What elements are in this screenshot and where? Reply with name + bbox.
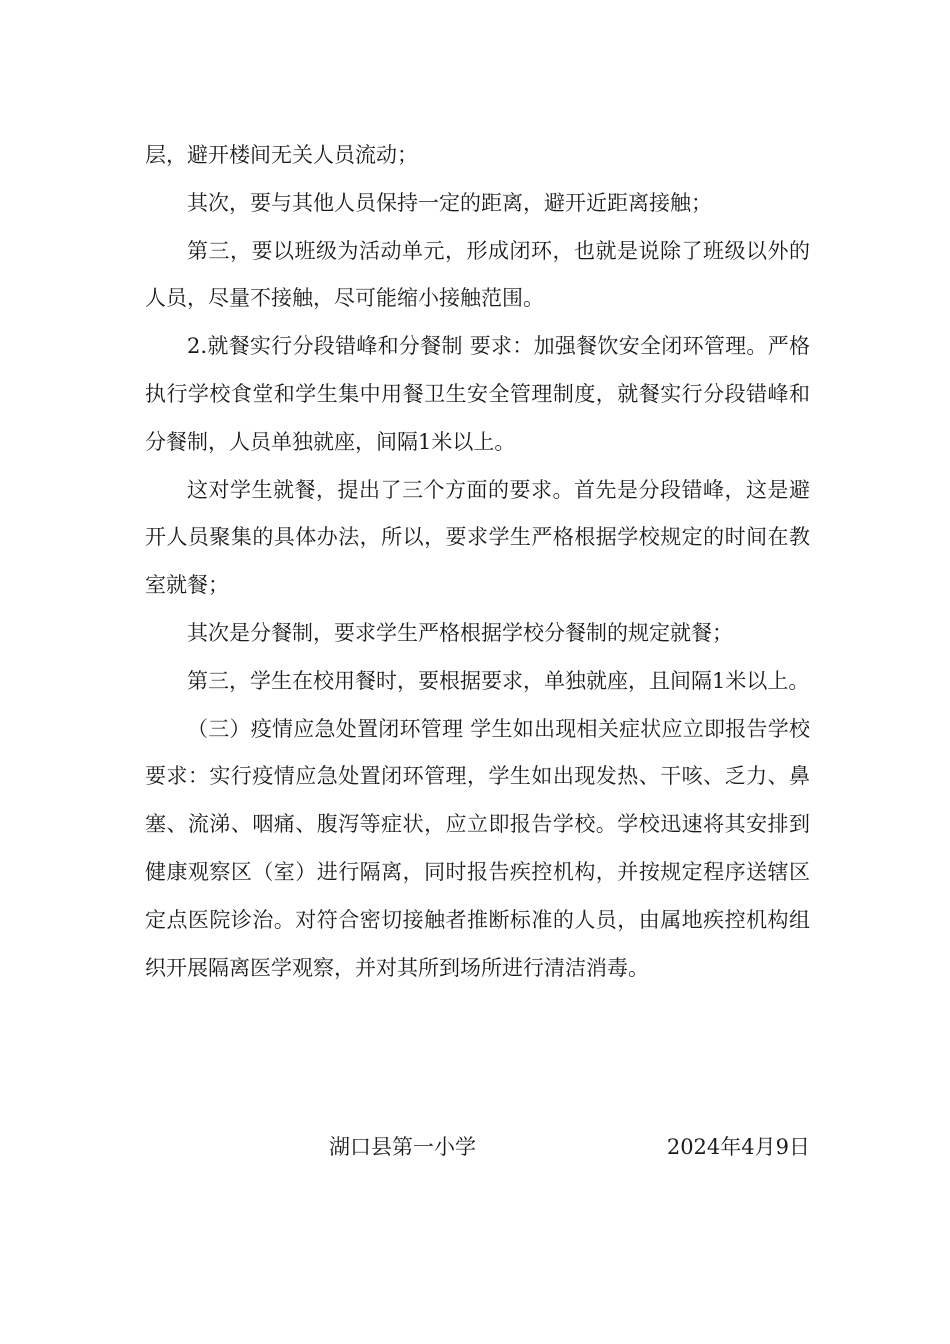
paragraph-3: 第三，要以班级为活动单元，形成闭环，也就是说除了班级以外的人员，尽量不接触，尽可能缩小接触范围。 [145,238,810,311]
signature-date: 2024年4月9日 [666,1135,810,1159]
document-body [145,132,810,992]
paragraph-7: 第三，学生在校用餐时，要根据要求，单独就座，且间隔1米以上。 [187,668,810,693]
paragraph-5: 这对学生就餐，提出了三个方面的要求。首先是分段错峰，这是避开人员聚集的具体办法，所以，要求学生严格根据学校规定的时间在教室就餐； [145,477,810,598]
paragraph-4: 2.就餐实行分段错峰和分餐制 要求：加强餐饮安全闭环管理。严格执行学校食堂和学生集中用餐卫生安全管理制度，就餐实行分段错峰和分餐制，人员单独就座，间隔1米以上。 [145,334,810,454]
signature-block [145,1127,810,1167]
paragraph-1: 层，避开楼间无关人员流动； [145,143,418,167]
paragraph-2: 其次，要与其他人员保持一定的距离，避开近距离接触； [187,190,712,215]
paragraph-6: 其次是分餐制，要求学生严格根据学校分餐制的规定就餐； [187,620,733,645]
signature-organization: 湖口县第一小学 [329,1135,476,1159]
paragraph-8: （三）疫情应急处置闭环管理 学生如出现相关症状应立即报告学校 要求：实行疫情应急处置闭环管理，学生如出现发热、干咳、乏力、鼻塞、流涕、咽痛、腹泻等症状，应立即报告学校。学校迅速将其安排到健康观察区（室）进行隔离，同时报告疾控机构，并按规定程序送辖区定点医院诊治。对符合密切接触者推断标准的人员，由属地疾控机构组织开展隔离医学观察，并对其所到场所进行清洁消毒。 [145,716,810,980]
